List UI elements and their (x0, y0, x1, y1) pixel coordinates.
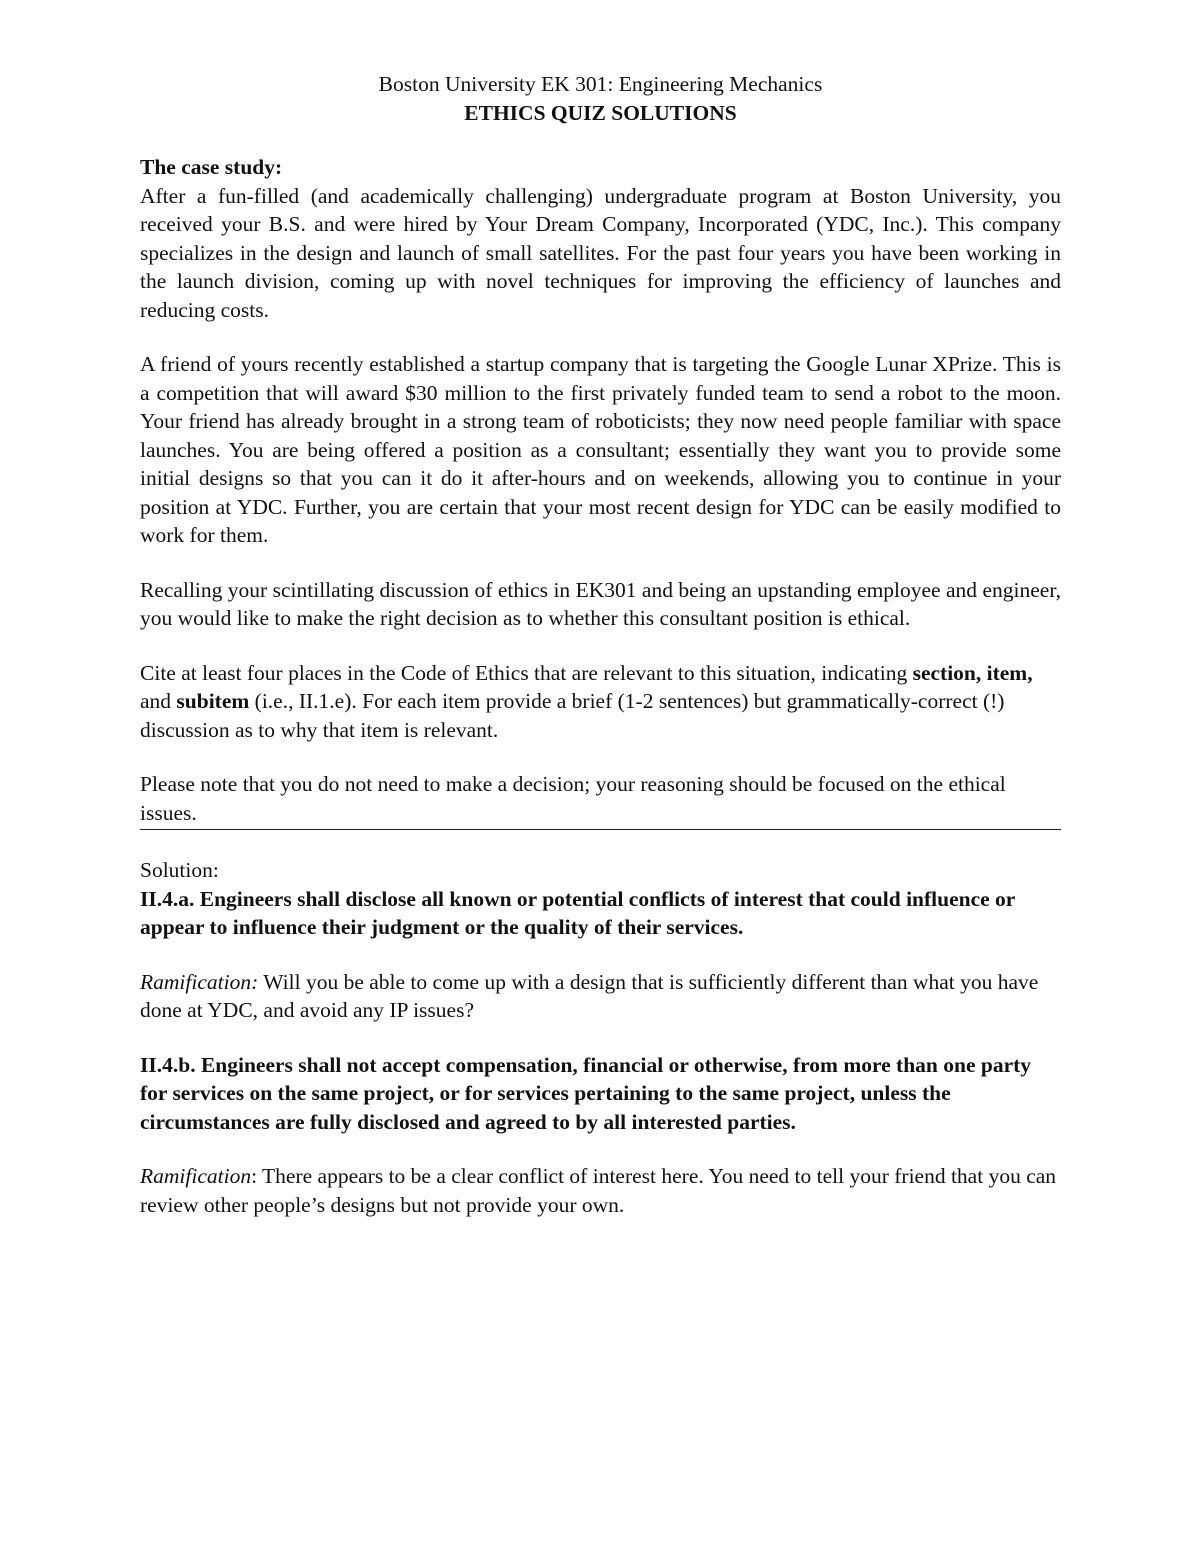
ramification-text: Will you be able to come up with a design that is sufficiently different than what you have done at YDC, and avoid any IP issues? (140, 969, 1039, 1022)
document-header (140, 70, 1061, 127)
case-study-paragraph-3: Recalling your scintillating discussion of ethics in EK301 and being an upstanding employee and engineer, you would like to make the right decision as to whether this consultant position is ethical. (140, 577, 1061, 630)
case-study-paragraph-2: A friend of yours recently established a startup company that is targeting the Google Lunar XPrize. This is a competition that will award $30 million to the first privately funded team to send a robot to the moon. Your friend has already brought in a strong team of roboticists; they now need people familiar with space launches. You are being offered a position as a consultant; essentially they want you to provide some initial designs so that you can it do it after-hours and on weekends, allowing you to continue in your position at YDC. Further, you are certain that your most recent design for YDC can be easily modified to work for them. (140, 352, 1061, 547)
ramification-ii-4-a (140, 968, 1061, 1025)
ramification-label: Ramification (140, 1164, 252, 1188)
instruction-bold-subitem: subitem (176, 689, 250, 713)
case-study-heading: The case study: (140, 155, 283, 179)
document-page (140, 70, 1061, 1219)
section-divider (140, 829, 1061, 830)
case-study-paragraph-1: After a fun-filled (and academically challenging) undergraduate program at Boston University, you received your B.S. and were hired by Your Dream Company, Incorporated (YDC, Inc.). This company specializes in the design and launch of small satellites. For the past four years you have been working in the launch division, coming up with novel techniques for improving the efficiency of launches and reducing costs. (140, 183, 1061, 322)
ramification-ii-4-b (140, 1162, 1061, 1219)
case-study-paragraph-4 (140, 659, 1061, 745)
instruction-text-3: (i.e., II.1.e). For each item provide a brief (1-2 sentences) but grammatically-correct (!) discussion as to why that item is relevant. (140, 689, 1005, 742)
instruction-text-2: and (140, 689, 177, 713)
solution-label: Solution: (140, 858, 219, 882)
code-item-ii-4-a: II.4.a. Engineers shall disclose all known or potential conflicts of interest that could influence or appear to influence their judgment or the quality of their services. (140, 886, 1015, 939)
instruction-bold-section-item: section, item, (912, 660, 1033, 685)
ramification-text: : There appears to be a clear conflict of interest here. You need to tell your friend that you can review other people’s designs but not provide your own. (140, 1164, 1057, 1217)
code-item-ii-4-b: II.4.b. Engineers shall not accept compensation, financial or otherwise, from more than one party for services on the same project, or for services pertaining to the same project, unless the circumstances are fully disclosed and agreed to by all interested parties. (140, 1052, 1032, 1134)
instruction-text-1: Cite at least four places in the Code of Ethics that are relevant to this situation, indicating (140, 660, 913, 685)
case-study-paragraph-5: Please note that you do not need to make a decision; your reasoning should be focused on the ethical issues. (140, 772, 1006, 825)
course-title: Boston University EK 301: Engineering Mechanics (378, 72, 823, 96)
document-title: ETHICS QUIZ SOLUTIONS (464, 100, 737, 125)
ramification-label: Ramification: (140, 969, 259, 994)
